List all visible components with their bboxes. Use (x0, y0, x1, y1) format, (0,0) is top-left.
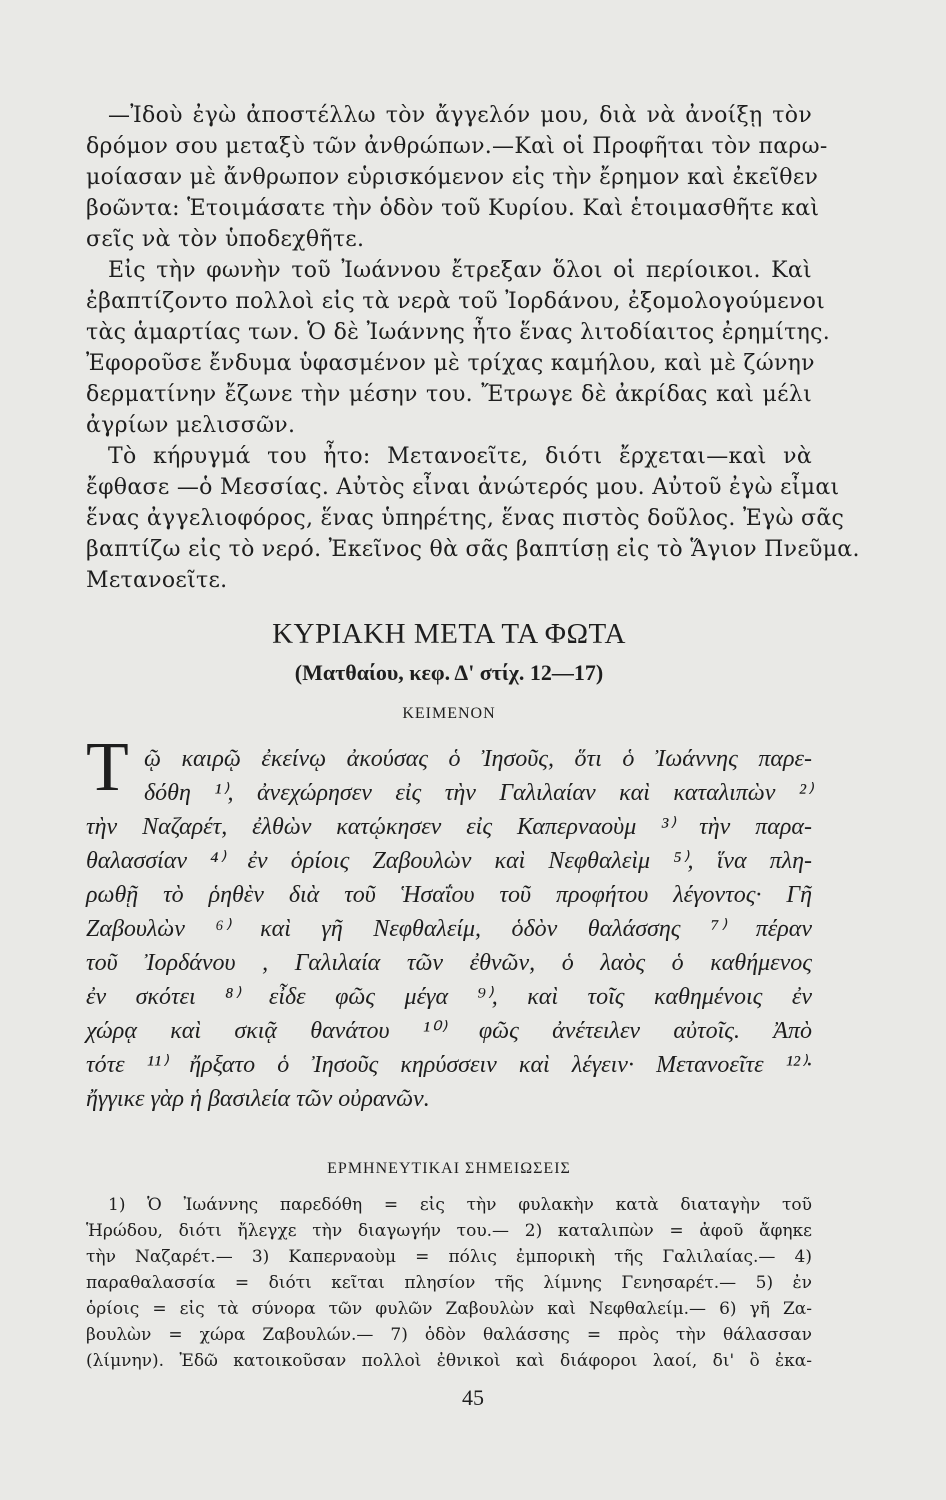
scripture-line: χώρᾳ καὶ σκιᾷ θανάτου ¹⁰⁾ φῶς ἀνέτειλεν αὐτοῖς. Ἀπὸ (86, 1018, 812, 1044)
section-heading: ΚΥΡΙΑΚΗ ΜΕΤΑ ΤΑ ΦΩΤΑ (272, 618, 626, 650)
scripture-line: τὴν Ναζαρέτ, ἐλθὼν κατῴκησεν εἰς Καπερναοὺμ ³⁾ τὴν παρα- (86, 814, 812, 840)
scripture-line: Ζαβουλὼν ⁶⁾ καὶ γῆ Νεφθαλείμ, ὁδὸν θαλάσσης ⁷⁾ πέραν (86, 916, 812, 942)
text-line: μοίασαν μὲ ἄνθρωπον εὑρισκόμενον εἰς τὴν ἔρημον καὶ ἐκεῖθεν (86, 165, 819, 190)
text-line: ἔφθασε —ὁ Μεσσίας. Αὐτὸς εἶναι ἀνώτερός μου. Αὐτοῦ ἐγὼ εἶμαι (86, 475, 840, 500)
note-line: 1) Ὁ Ἰωάννης παρεδόθη = εἰς τὴν φυλακὴν κατὰ διαταγὴν τοῦ (108, 1195, 812, 1215)
note-line: ὁρίοις = εἰς τὰ σύνορα τῶν φυλῶν Ζαβουλὼν καὶ Νεφθαλείμ.— 6) γῆ Ζα- (86, 1299, 812, 1319)
text-line: ἐβαπτίζοντο πολλοὶ εἰς τὰ νερὰ τοῦ Ἰορδάνου, ἐξομολογούμενοι (86, 289, 826, 314)
text-line: σεῖς νὰ τὸν ὑποδεχθῆτε. (86, 227, 365, 252)
text-line: Ἐφοροῦσε ἔνδυμα ὑφασμένον μὲ τρίχας καμήλου, καὶ μὲ ζώνην (86, 351, 815, 376)
text-line: —Ἰδοὺ ἐγὼ ἀποστέλλω τὸν ἄγγελόν μου, διὰ νὰ ἀνοίξῃ τὸν (108, 103, 812, 128)
scripture-line: τότε ¹¹⁾ ἤρξατο ὁ Ἰησοῦς κηρύσσειν καὶ λέγειν· Μετανοεῖτε ¹²⁾· (86, 1052, 812, 1078)
note-line: (λίμνην). Ἐδῶ κατοικοῦσαν πολλοὶ ἐθνικοὶ καὶ διάφοροι λαοί, δι' ὃ ἐκα- (86, 1351, 812, 1371)
note-line: Ἡρώδου, διότι ἤλεγχε τὴν διαγωγήν του.— 2) καταλιπὼν = ἀφοῦ ἄφηκε (86, 1221, 812, 1241)
scripture-line: ῷ καιρῷ ἐκείνῳ ἀκούσας ὁ Ἰησοῦς, ὅτι ὁ Ἰωάννης παρε- (144, 746, 812, 772)
drop-cap: Τ (86, 729, 129, 806)
note-line: παραθαλασσία = διότι κεῖται πλησίον τῆς λίμνης Γενησαρέτ.— 5) ἐν (86, 1273, 812, 1293)
text-line: δρόμον σου μεταξὺ τῶν ἀνθρώπων.—Καὶ οἱ Προφῆται τὸν παρω- (86, 134, 828, 159)
notes (86, 1192, 812, 1374)
scripture-line: τοῦ Ἰορδάνου , Γαλιλαία τῶν ἐθνῶν, ὁ λαὸς ὁ καθήμενος (86, 950, 812, 976)
notes-heading: ΕΡΜΗΝΕΥΤΙΚΑΙ ΣΗΜΕΙΩΣΕΙΣ (327, 1160, 571, 1177)
text-line: ἕνας ἀγγελιοφόρος, ἕνας ὑπηρέτης, ἕνας πιστὸς δοῦλος. Ἐγὼ σᾶς (86, 506, 845, 531)
text-line: τὰς ἁμαρτίας των. Ὁ δὲ Ἰωάννης ἦτο ἕνας λιτοδίαιτος ἐρημίτης. (86, 320, 830, 345)
note-line: τὴν Ναζαρέτ.— 3) Καπερναοὺμ = πόλις ἐμπορικὴ τῆς Γαλιλαίας.— 4) (86, 1247, 812, 1267)
text-line: Εἰς τὴν φωνὴν τοῦ Ἰωάννου ἔτρεξαν ὅλοι οἱ περίοικοι. Καὶ (108, 258, 812, 283)
scripture-text (86, 742, 812, 1116)
text-label: ΚΕΙΜΕΝΟΝ (402, 705, 496, 722)
text-line: βαπτίζω εἰς τὸ νερό. Ἐκεῖνος θὰ σᾶς βαπτίσῃ εἰς τὸ Ἅγιον Πνεῦμα. (86, 537, 860, 562)
page-number: 45 (462, 1385, 484, 1410)
scripture-line: ἤγγικε γὰρ ἡ βασιλεία τῶν οὐρανῶν. (86, 1086, 430, 1112)
top-text (86, 100, 860, 596)
text-line: Τὸ κήρυγμά του ἦτο: Μετανοεῖτε, διότι ἔρχεται—καὶ νὰ (108, 444, 812, 469)
text-line: δερματίνην ἔζωνε τὴν μέσην του. Ἔτρωγε δὲ ἀκρίδας καὶ μέλι (86, 382, 812, 407)
scripture-line: δόθη ¹⁾, ἀνεχώρησεν εἰς τὴν Γαλιλαίαν καὶ καταλιπὼν ²⁾ (144, 780, 812, 806)
scripture-line: ρωθῇ τὸ ῥηθὲν διὰ τοῦ Ἡσαΐου τοῦ προφήτου λέγοντος· Γῆ (86, 882, 812, 908)
text-line: βοῶντα: Ἑτοιμάσατε τὴν ὁδὸν τοῦ Κυρίου. Καὶ ἑτοιμασθῆτε καὶ (86, 196, 820, 221)
scripture-line: θαλασσίαν ⁴⁾ ἐν ὁρίοις Ζαβουλὼν καὶ Νεφθαλεὶμ ⁵⁾, ἵνα πλη- (86, 848, 812, 874)
note-line: βουλὼν = χώρα Ζαβουλών.— 7) ὁδὸν θαλάσσης = πρὸς τὴν θάλασσαν (86, 1325, 812, 1345)
text-line: ἀγρίων μελισσῶν. (86, 413, 296, 438)
scripture-line: ἐν σκότει ⁸⁾ εἶδε φῶς μέγα ⁹⁾, καὶ τοῖς καθημένοις ἐν (86, 984, 812, 1010)
text-line: Μετανοεῖτε. (86, 568, 228, 593)
scripture-reference: (Ματθαίου, κεφ. Δ' στίχ. 12—17) (294, 660, 604, 685)
